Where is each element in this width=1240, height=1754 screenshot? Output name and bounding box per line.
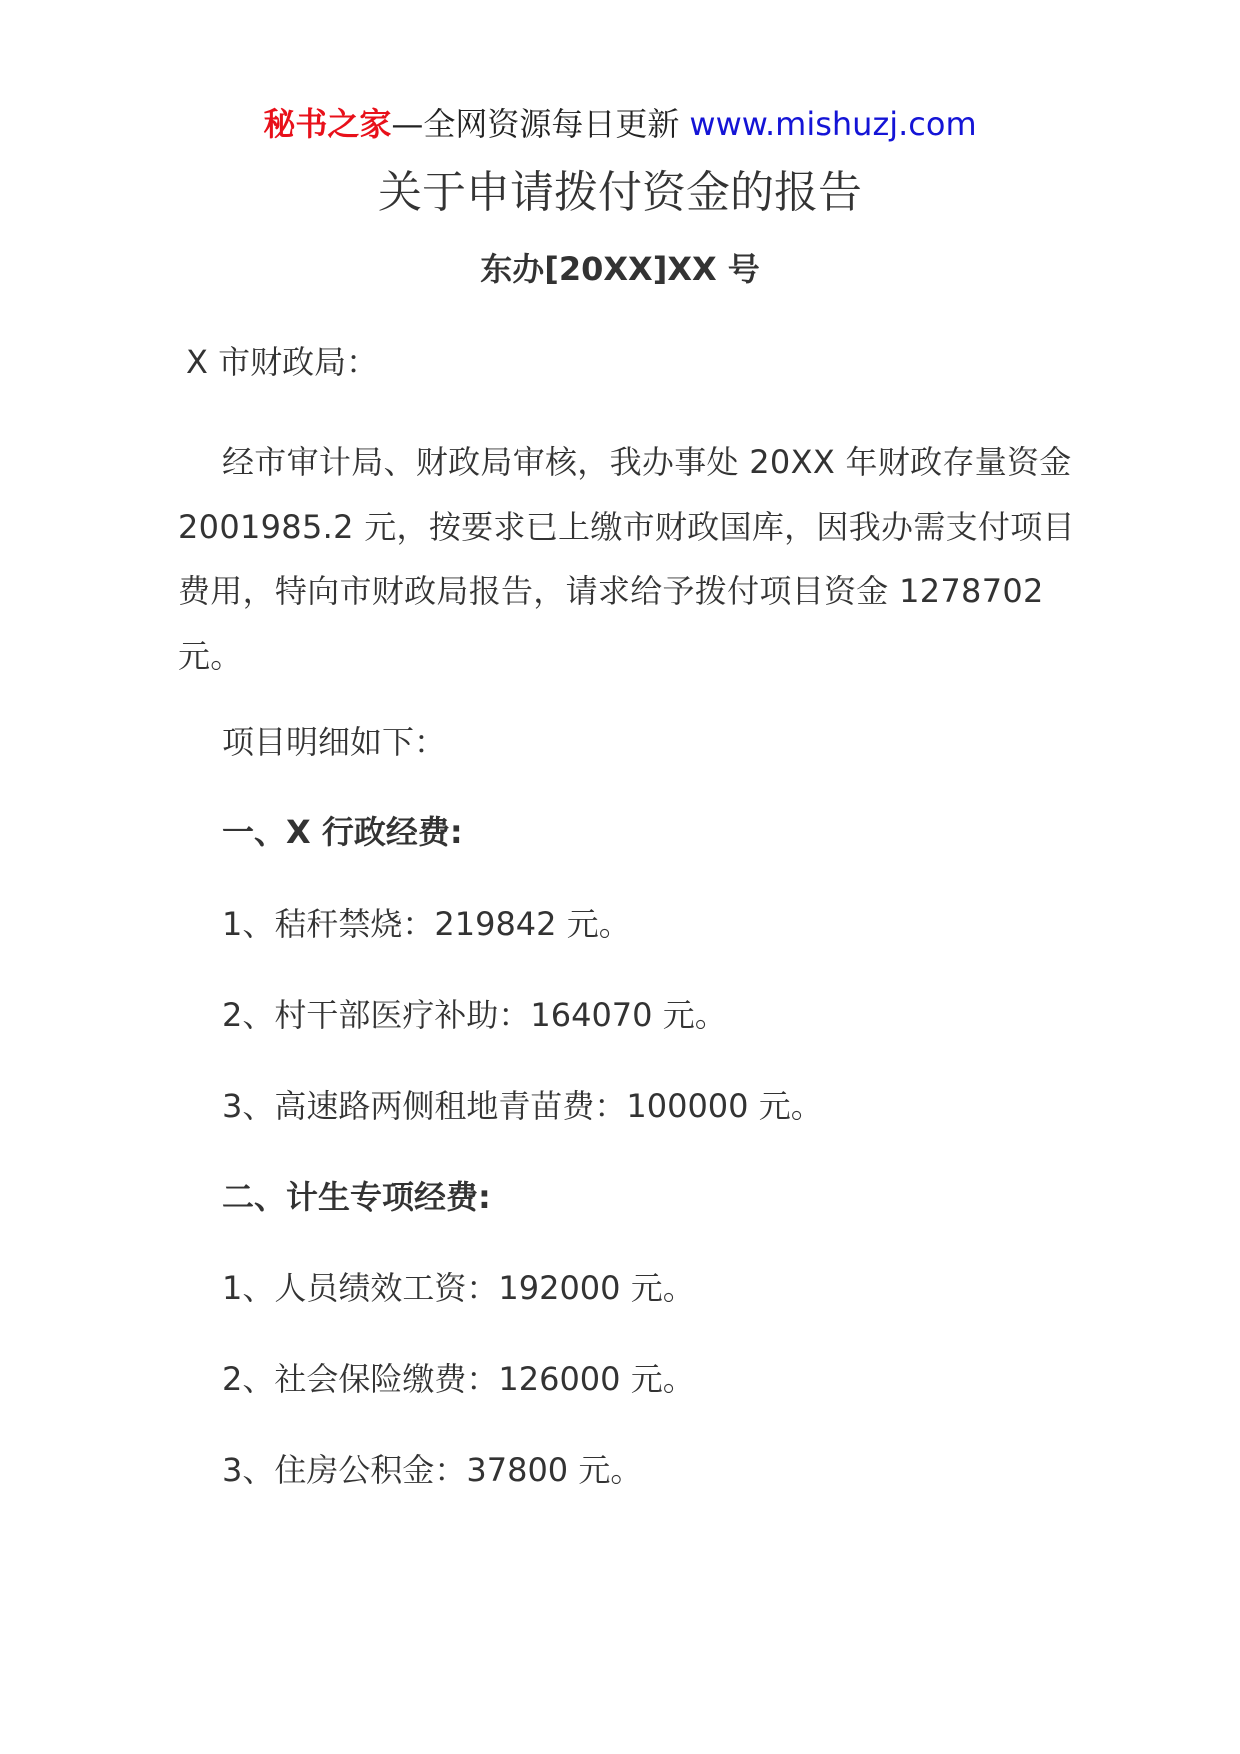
section-heading-admin: 一、X 行政经费: xyxy=(222,813,463,851)
list-item: 1、人员绩效工资：192000 元。 xyxy=(222,1269,695,1307)
body-text: 经市审计局、财政局审核，我办事处 20XX 年财政存量资金 2001985.2 元，按要求已上缴市财政国库，因我办需支付项目费用，特向市财政局报告，请求给予拨付项目资金 1278702 元。 xyxy=(178,443,1075,675)
project-detail-intro: 项目明细如下： xyxy=(222,723,447,761)
body-paragraph xyxy=(178,430,1078,688)
list-item: 2、社会保险缴费：126000 元。 xyxy=(222,1360,695,1398)
document-title: 关于申请拨付资金的报告 xyxy=(378,167,862,218)
site-header xyxy=(0,102,1240,146)
list-item: 3、住房公积金：37800 元。 xyxy=(222,1451,643,1489)
site-link[interactable]: www.mishuzj.com xyxy=(689,105,977,143)
section-heading-family-planning: 二、计生专项经费: xyxy=(222,1178,491,1216)
brand-name: 秘书之家 xyxy=(263,105,392,143)
header-slogan: —全网资源每日更新 xyxy=(391,105,680,143)
salutation: X 市财政局： xyxy=(186,343,379,381)
document-number: 东办[20XX]XX 号 xyxy=(480,250,760,288)
list-item: 2、村干部医疗补助：164070 元。 xyxy=(222,996,727,1034)
list-item: 3、高速路两侧租地青苗费：100000 元。 xyxy=(222,1087,823,1125)
list-item: 1、秸秆禁烧：219842 元。 xyxy=(222,905,631,943)
